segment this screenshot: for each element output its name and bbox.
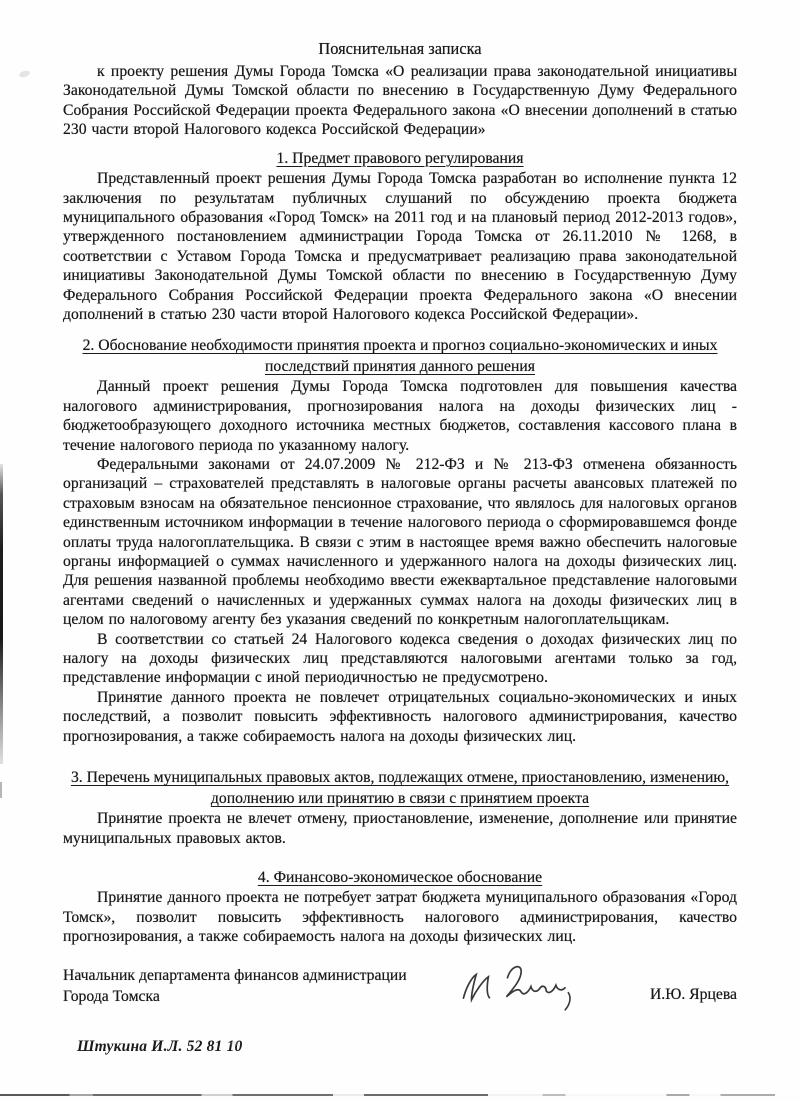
section-1-heading: 1. Предмет правового регулирования [276, 149, 524, 167]
document-content [63, 38, 737, 1056]
signatory-name: И.Ю. Ярцева [649, 985, 737, 1003]
scan-artifact-smudge-bottom [230, 1041, 239, 1046]
scan-artifact-bottom-line [0, 1094, 775, 1096]
section-2-paragraph-2: Федеральными законами от 24.07.2009 № 212-ФЗ и № 213-ФЗ отменена обязанность организаций – страхователей представлять в налоговые органы расчеты авансовых платежей по страховым взносам на обязательное пенсионное страхование, что являлось для налоговых органов единственным источником информации в течение налогового периода о сформировавшемся фонде оплаты труда налогоплательщика. В связи с этим в настоящее время важно обеспечить налоговые органы информацией о суммах начисленного и удержанного налога на доходы физических лиц. Для решения названной проблемы необходимо ввести ежеквартальное представление налоговыми агентами сведений о начисленных и удержанных суммах налога на доходы физических лиц в целом по налоговому агенту без указания сведений по конкретным налогоплательщикам. [63, 456, 737, 629]
scan-artifact-left-tick [0, 782, 2, 798]
signatory-position-line1: Начальник департамента финансов администрации [63, 966, 407, 984]
section-1-paragraph-1: Представленный проект решения Думы Города Томска разработан во исполнение пункта 12 заключения по результатам публичных слушаний по обсуждению проекта бюджета муниципального образования «Город Томск» на 2011 год и на плановый период 2012-2013 годов», утвержденного постановлением администрации Города Томска от 26.11.2010 № 1268, в соответствии с Уставом Города Томска и предусматривает реализацию права законодательной инициативы Законодательной Думы Томской области по внесению в Государственную Думу Федерального Собрания Российской Федерации проекта Федерального закона «О внесении дополнений в статью 230 части второй Налогового кодекса Российской Федерации». [63, 170, 737, 323]
executor-reference: Штукина И.Л. 52 81 10 [77, 1037, 243, 1055]
section-3-paragraph-1: Принятие проекта не влечет отмену, приостановление, изменение, дополнение или принятие муниципальных правовых актов. [63, 810, 737, 847]
intro-paragraph: к проекту решения Думы Города Томска «О реализации права законодательной инициативы Законодательной Думы Томской области по внесению в Государственную Думу Федерального Собрания Российской Федерации проекта Федерального закона «О внесении дополнений в статью 230 части второй Налогового кодекса Российской Федерации» [63, 63, 737, 139]
document-title: Пояснительная записка [318, 39, 482, 58]
section-4-heading: 4. Финансово-экономическое обоснование [257, 868, 543, 886]
handwritten-signature-icon [451, 953, 594, 1022]
section-4-paragraph-1: Принятие данного проекта не потребует затрат бюджета муниципального образования «Город Томск», позволит повысить эффективность налогового администрирования, качество прогнозирования, а также собираемость налога на доходы физических лиц. [63, 889, 737, 946]
signatory-position-line2: Города Томска [63, 987, 160, 1005]
signatory-position [63, 965, 463, 1007]
scan-artifact-smudge-top [18, 69, 30, 78]
section-3-heading: 3. Перечень муниципальных правовых актов, подлежащих отмене, приостановлению, изменению, дополнению или принятию в связи с принятием проекта [70, 769, 730, 807]
section-2-paragraph-3: В соответствии со статьей 24 Налогового кодекса сведения о доходах физических лиц по налогу на доходы физических лиц представляются налоговыми агентами только за год, представление информации с иной периодичностью не предусмотрено. [63, 630, 737, 687]
section-2-paragraph-1: Данный проект решения Думы Города Томска подготовлен для повышения качества налогового администрирования, прогнозирования налога на доходы физических лиц - бюджетообразующего доходного источника местных бюджетов, составления кассового плана в течение налогового периода по указанному налогу. [63, 378, 737, 454]
section-2-paragraph-4: Принятие данного проекта не повлечет отрицательных социально-экономических и иных последствий, а позволит повысить эффективность налогового администрирования, качество прогнозирования, а также собираемость налога на доходы физических лиц. [63, 688, 737, 745]
scan-artifact-left-bar [0, 464, 3, 764]
signature-block [63, 965, 737, 1007]
section-2-heading: 2. Обоснование необходимости принятия проекта и прогноз социально-экономических и иных последствий принятия данного решения [82, 337, 718, 375]
